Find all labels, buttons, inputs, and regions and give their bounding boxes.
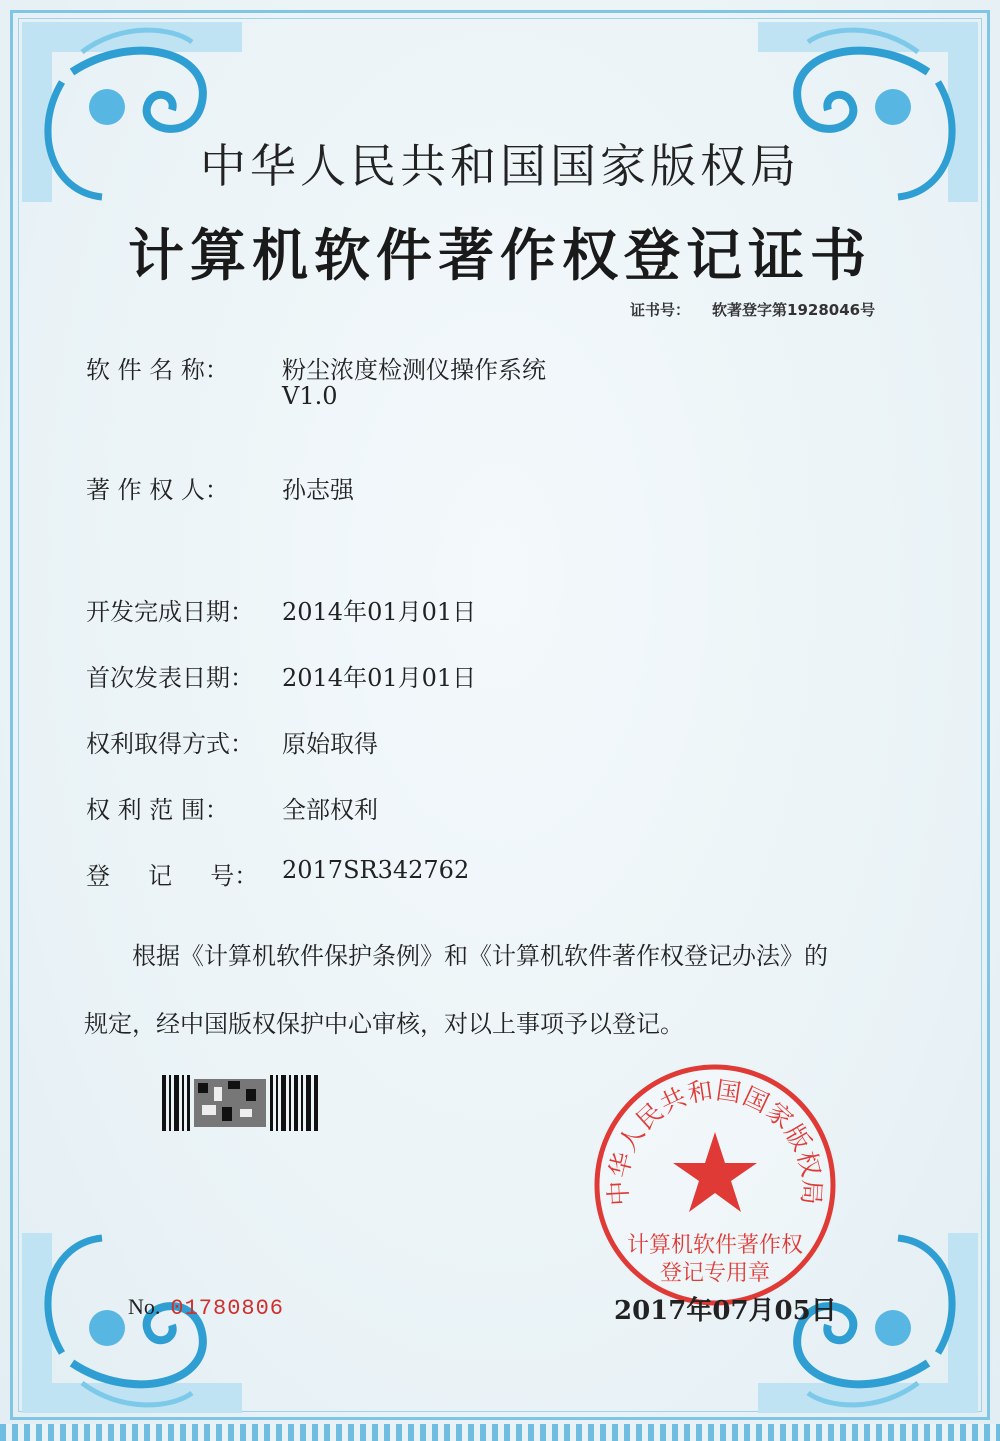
official-seal [590,1060,840,1310]
field-label: 权 利 范 围： [86,796,229,824]
field-pub-date [86,658,476,693]
seal-line1: 计算机软件著作权 [626,1233,804,1258]
field-label: 登 记 号： [86,862,259,890]
field-value: 原始取得 [282,730,378,758]
body-paragraph-line2: 规定，经中国版权保护中心审核，对以上事项予以登记。 [84,1010,684,1038]
field-value: 2014年01月01日 [282,664,477,692]
software-version: V1.0 [282,382,338,410]
field-label: 开发完成日期： [86,598,254,626]
seal-ring-text: 中华人民共和国国家版权局 [603,1075,827,1207]
field-value: 2017SR342762 [282,856,470,884]
field-value: 孙志强 [282,476,354,504]
issue-date: 2017年07月05日 [614,1296,837,1326]
seal-line2: 登记专用章 [659,1261,771,1286]
certificate-number-value: 软著登字第1928046号 [712,301,876,319]
certificate-serial [128,1294,284,1321]
field-owner [86,470,354,505]
corner-ornament-icon [12,1223,252,1423]
field-label: 著 作 权 人： [86,476,229,504]
field-value: 2014年01月01日 [282,598,477,626]
field-rights-scope [86,790,378,825]
field-acquire-method [86,724,378,759]
certificate-number [630,299,875,320]
barcode-icon [162,1075,318,1131]
field-label: 软 件 名 称： [86,356,229,384]
certificate-number-label: 证书号： [630,301,691,319]
field-registration-number [86,856,469,891]
field-label: 首次发表日期： [86,664,254,692]
issuing-authority: 中华人民共和国国家版权局 [200,139,800,193]
serial-number: 01780806 [170,1296,285,1321]
field-value: 全部权利 [282,796,378,824]
field-label: 权利取得方式： [86,730,254,758]
serial-label: No. [128,1294,161,1319]
field-software-name [86,350,546,410]
field-value: 粉尘浓度检测仪操作系统 [282,356,546,384]
certificate-title: 计算机软件著作权登记证书 [128,224,872,289]
bottom-pattern-strip [0,1424,1000,1441]
body-paragraph-line1: 根据《计算机软件保护条例》和《计算机软件著作权登记办法》的 [132,942,828,970]
field-dev-date [86,592,476,627]
